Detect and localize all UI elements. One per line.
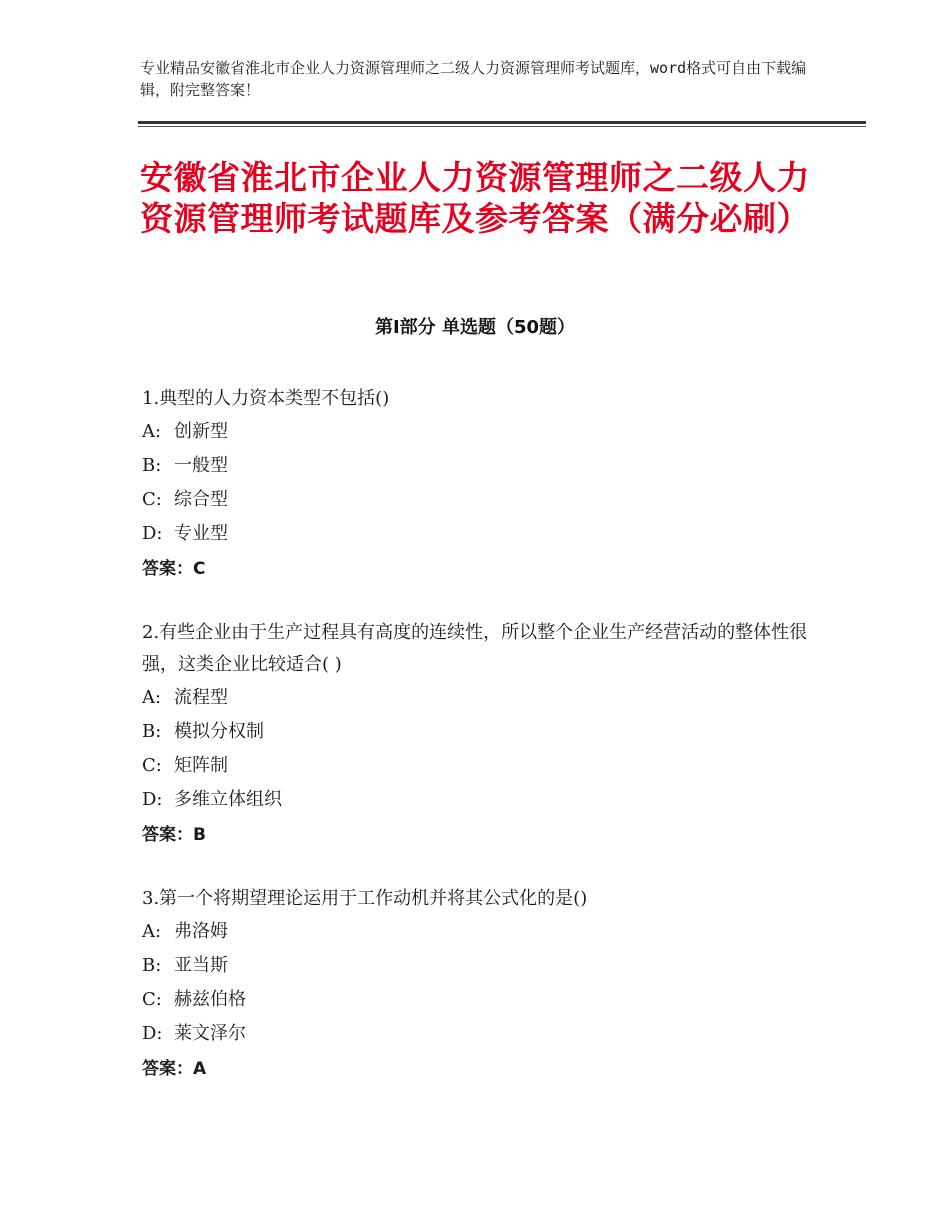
option-letter: C:	[142, 755, 162, 776]
option-letter: B:	[142, 721, 162, 742]
question-stem: 3.第一个将期望理论运用于工作动机并将其公式化的是()	[142, 888, 588, 909]
option-a	[142, 915, 842, 949]
option-a	[142, 681, 842, 715]
option-text: 赫兹伯格	[174, 989, 246, 1010]
option-letter: B:	[142, 955, 162, 976]
option-d	[142, 783, 842, 817]
option-letter: D:	[142, 789, 163, 810]
option-letter: B:	[142, 455, 162, 476]
answer-value: B	[193, 825, 206, 845]
option-text: 综合型	[174, 489, 228, 510]
answer-value: C	[193, 559, 206, 579]
option-text: 矩阵制	[174, 755, 228, 776]
header-rule-thin	[138, 126, 866, 127]
option-c	[142, 483, 842, 517]
section-heading: 第Ⅰ部分 单选题（50题）	[374, 317, 575, 338]
option-letter: A:	[142, 421, 162, 442]
option-d	[142, 1017, 842, 1051]
option-text: 流程型	[174, 687, 228, 708]
answer-line	[142, 1051, 842, 1087]
question-1	[142, 383, 842, 587]
answer-line	[142, 551, 842, 587]
header-rule-thick	[138, 121, 866, 124]
option-letter: C:	[142, 489, 162, 510]
answer-label: 答案：	[142, 825, 193, 845]
option-letter: D:	[142, 1023, 163, 1044]
option-text: 创新型	[174, 421, 228, 442]
option-letter: D:	[142, 523, 163, 544]
question-stem: 1.典型的人力资本类型不包括()	[142, 388, 390, 409]
document-title: 安徽省淮北市企业人力资源管理师之二级人力资源管理师考试题库及参考答案（满分必刷）	[140, 158, 810, 238]
option-text: 莱文泽尔	[174, 1023, 246, 1044]
option-letter: A:	[142, 687, 162, 708]
answer-label: 答案：	[142, 1059, 193, 1079]
header-note: 专业精品安徽省淮北市企业人力资源管理师之二级人力资源管理师考试题库，word格式可自由下载编辑，附完整答案！	[140, 59, 807, 99]
option-text: 模拟分权制	[174, 721, 264, 742]
option-c	[142, 983, 842, 1017]
option-text: 弗洛姆	[174, 921, 228, 942]
option-b	[142, 715, 842, 749]
answer-label: 答案：	[142, 559, 193, 579]
question-3	[142, 883, 842, 1087]
option-d	[142, 517, 842, 551]
question-stem: 2.有些企业由于生产过程具有高度的连续性，所以整个企业生产经营活动的整体性很强，这类企业比较适合( )	[142, 622, 808, 675]
option-b	[142, 449, 842, 483]
option-b	[142, 949, 842, 983]
option-c	[142, 749, 842, 783]
option-a	[142, 415, 842, 449]
answer-value: A	[193, 1059, 207, 1079]
question-2	[142, 617, 842, 853]
answer-line	[142, 817, 842, 853]
option-text: 亚当斯	[174, 955, 228, 976]
question-list	[142, 383, 842, 1117]
option-text: 多维立体组织	[174, 789, 282, 810]
option-letter: C:	[142, 989, 162, 1010]
option-letter: A:	[142, 921, 162, 942]
option-text: 专业型	[174, 523, 228, 544]
option-text: 一般型	[174, 455, 228, 476]
